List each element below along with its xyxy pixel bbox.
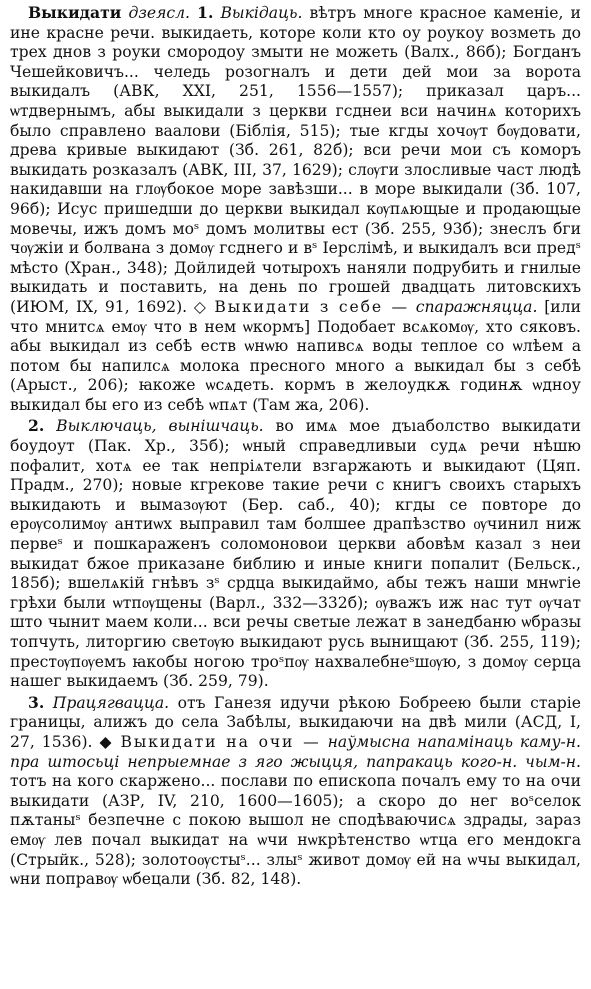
dictionary-entry bbox=[10, 3, 581, 890]
sense-3-paragraph bbox=[10, 693, 581, 890]
part-of-speech: дзеясл. bbox=[128, 4, 191, 22]
sense-1-text: вѣтръ многе красное каменіе, и ине красне речи. выкидаеть, которе коли кто оу роукоу возметь до трех днов з роуки смородоу змыти не можеть (Валх., 86б); Богданъ Чешейковичъ... челедь розогналъ и дети дей мои за ворота выкидалъ (АВК, XXI, 251, 1556—1557); приказал царъ... ѡтдвернымъ, абы выкидали з церкви гсднеи вси начинѧ которихъ было справлено ваалови (Біблія, 515); тые кгды хочѹт бѹдовати, древа кривые выкидают (Зб. 261, 82б); вси речи мои съ коморъ выкидать розказалъ (АВК, III, 37, 1629); слѹги злосливые част людѣ накидавши на глѹбокое море завѣзши... в море выкидали (Зб. 107, 96б); Исус пришедши до церкви выкидал кѹпѧющые и продающые мовечы, ижъ домъ моˢ домъ молитвы ест (Зб. 255, 93б); знеслъ бги чѹжіи и болвана з домѹ гсднего и вˢ Іерслімѣ, и выкидалъ вси предˢ мѣсто (Хран., 348); Дойлидей чотырохъ наняли подрубить и гнилые выкидать и поставить, на день по грошей двадцать литовскихъ (ИЮМ, IX, 91, 1692). bbox=[10, 4, 581, 316]
phrase-marker-icon: ◇ bbox=[193, 297, 208, 316]
phrase-3-text: тотъ на кого скаржено... послави по епископа почалъ ему то на очи выкидати (АЗР, IV, 210, 1600—1605); а скоро до нег воˢселок пѫтаныˢ безпечне с покою вышол не сподѣваючисѧ здрады, зараз емѹ лев почал выкидат на ѡчи нѡкрѣтенство ѡтца его мендокга (Стрыйк., 528); золотоѹстыˢ... злыˢ живот домѹ ей на ѡчы выкидал, ѡни поправѹ ѡбецали (Зб. 82, 148). bbox=[10, 772, 581, 889]
sense-1-number: 1. bbox=[197, 3, 214, 22]
sense-1-paragraph bbox=[10, 3, 581, 415]
sense-1-gloss: Выкідаць. bbox=[220, 4, 303, 22]
phrase-1-lemma: Выкидати з себе — bbox=[214, 297, 410, 316]
phrase-3-gloss: наўмысна напамінаць каму-н. пра штосьці непрыемнае з яго жыцця, папракаць кого-н. чым-н. bbox=[10, 732, 582, 771]
sense-2-paragraph bbox=[10, 416, 581, 691]
sense-2-number: 2. bbox=[28, 416, 45, 436]
sense-2-gloss: Выключаць, вынішчаць. bbox=[56, 417, 264, 436]
phrase-3-lemma: Выкидати на очи — bbox=[120, 732, 321, 751]
sense-2-text: во имѧ мое дъıаболство выкидати боудоут (Пак. Хр., 35б); ѡный справедливыи судѧ речи нѣшю пофалит, хотѧ ее так непріѧтели взгаржають и выкидают (Цяп. Прадм., 270); новые кгрекове такие речи с книгъ своихъ старыхъ выкидають и вымазѹют (Бер. саб., 40); кгды се повторе до ерѹсолимѹ антиѡх выправил там болшее драпѣзство ѹчинил ниж первеˢ и пошкараженъ соломоновои церкви абовѣм казал з неи выкидат бжое приказане библию и иные книги попалит (Бельск., 185б); вшелѧкій гнѣвъ зˢ срдца выкидаймо, абы тежъ наши мнѡгіе грѣхи были ѡтпѹщены (Варл., 332—332б); ѹважъ иж нас тут ѹчат што чынит маем коли... вси речы светые лежат в занедбаню ѡбразы топчуть, литоргию светѹю выкидают русь вынищают (Зб. 255, 119); престѹпѹемъ ꙗкобы ногою троˢпѹ нахвалебнеˢшѹю, з домѹ серца нашег выкидаемъ (Зб. 259, 79). bbox=[10, 417, 581, 691]
sense-3-text: отъ Ганезя идучи рѣкою Бобреею были старіе границы, алижъ до села Забѣлы, выкидаючи на двѣ мили (АСД, I, 27, 1536). bbox=[10, 693, 582, 751]
phrase-1-text: [или что мнитсѧ емѹ что в нем ѡкормъ] Подобает всѧкомѹ, хто сяковъ. абы выкидал из себѣ еств ѡнѡю напивсѧ воды теплое со ѡлѣем а потом бы напилсѧ молока пресного много а выкидал бы з себѣ (Арыст., 206); ꙗкоже ѡсѧдеть. кормъ в желоудкѫ годинѫ ѡдноу выкидал бы его из себѣ ѡпѧт (Там жа, 206). bbox=[10, 297, 581, 414]
idiom-marker-icon: ◆ bbox=[99, 732, 114, 751]
headword: Выкидати bbox=[28, 3, 122, 22]
sense-3-gloss: Працягваццa. bbox=[52, 693, 170, 712]
sense-3-number: 3. bbox=[28, 692, 45, 712]
phrase-1-gloss: спаражняцца. bbox=[415, 297, 538, 316]
